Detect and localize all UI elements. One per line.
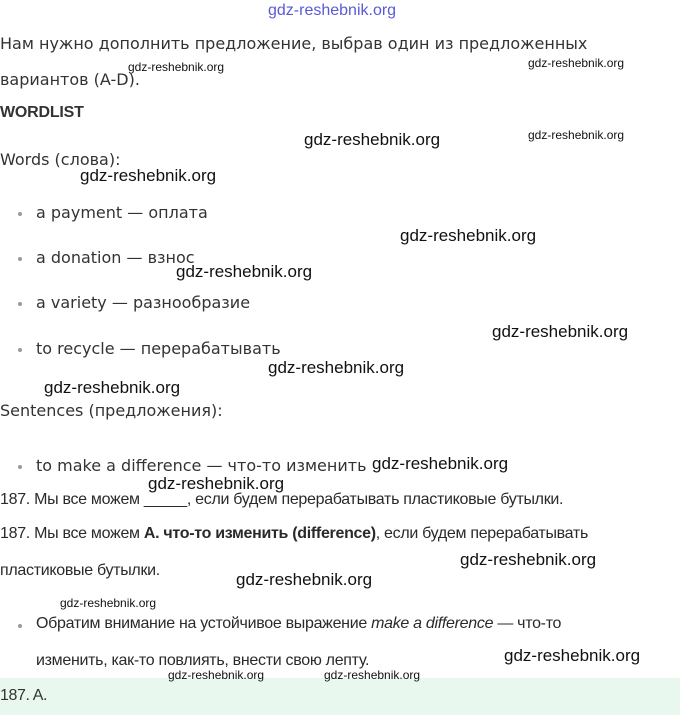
watermark: gdz-reshebnik.org <box>528 128 625 142</box>
word-item-payment: a payment — оплата <box>36 203 208 222</box>
solution-suffix: , если будем перерабатывать <box>375 525 588 542</box>
word-item-donation: a donation — взнос <box>36 248 195 267</box>
note-prefix: Обратим внимание на устойчивое выражение <box>36 615 372 632</box>
watermark: gdz-reshebnik.org <box>168 668 265 682</box>
bullet-icon <box>18 348 22 352</box>
intro-line-1: Нам нужно дополнить предложение, выбрав один из предложенных <box>0 34 588 53</box>
watermark: gdz-reshebnik.org <box>80 166 217 185</box>
watermark: gdz-reshebnik.org <box>44 378 181 397</box>
watermark: gdz-reshebnik.org <box>400 226 537 245</box>
watermark: gdz-reshebnik.org <box>268 358 405 377</box>
watermark: gdz-reshebnik.org <box>372 454 509 473</box>
bullet-icon <box>18 257 22 261</box>
bullet-icon <box>18 212 22 216</box>
watermark: gdz-reshebnik.org <box>176 262 313 281</box>
watermark: gdz-reshebnik.org <box>460 550 597 569</box>
note-suffix: — что-то <box>493 615 562 632</box>
watermark: gdz-reshebnik.org <box>236 570 373 589</box>
sentence-item: to make a difference — что-то изменить <box>36 456 367 475</box>
watermark: gdz-reshebnik.org <box>504 646 641 665</box>
sentences-label: Sentences (предложения): <box>0 401 223 420</box>
watermark: gdz-reshebnik.org <box>304 130 441 149</box>
watermark: gdz-reshebnik.org <box>268 2 397 19</box>
intro-line-2: вариантов (A-D). <box>0 70 140 89</box>
solution-prefix: 187. Мы все можем <box>0 525 144 542</box>
bullet-icon <box>18 465 22 469</box>
watermark: gdz-reshebnik.org <box>148 474 285 493</box>
solution-line-2: пластиковые бутылки. <box>0 562 160 579</box>
watermark: gdz-reshebnik.org <box>324 668 421 682</box>
words-label: Words (слова): <box>0 150 121 169</box>
watermark: gdz-reshebnik.org <box>60 596 157 610</box>
note-line-2: изменить, как-то повлиять, внести свою лепту. <box>36 652 370 669</box>
wordlist-heading: WORDLIST <box>0 104 84 121</box>
watermark: gdz-reshebnik.org <box>492 322 629 341</box>
note-phrase-italic: make a difference <box>371 615 494 632</box>
bullet-icon <box>18 302 22 306</box>
answer-bar <box>0 678 680 715</box>
word-item-variety: a variety — разнообразие <box>36 293 251 312</box>
answer-text: 187. A. <box>0 687 48 704</box>
solution-line-1 <box>0 525 588 543</box>
watermark: gdz-reshebnik.org <box>528 56 625 70</box>
note-line-1 <box>36 615 561 633</box>
solution-answer-bold: A. что-то изменить (difference) <box>143 525 376 542</box>
watermark: gdz-reshebnik.org <box>128 60 225 74</box>
bullet-icon <box>18 624 22 628</box>
task-sentence: 187. Мы все можем _____, если будем перерабатывать пластиковые бутылки. <box>0 491 564 508</box>
word-item-recycle: to recycle — перерабатывать <box>36 339 281 358</box>
